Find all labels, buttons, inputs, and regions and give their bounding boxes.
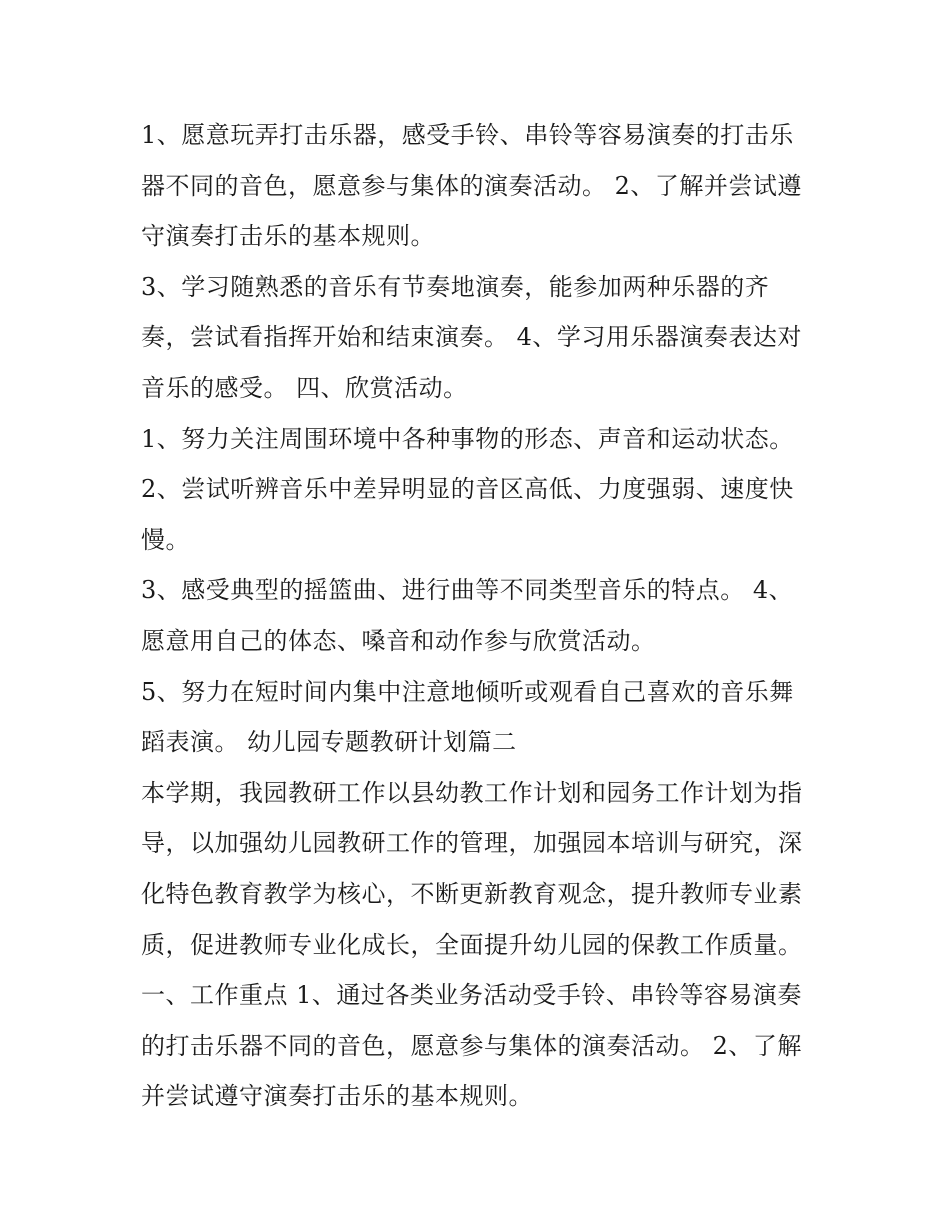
text-line: 奏，尝试看指挥开始和结束演奏。 4、学习用乐器演奏表达对: [141, 323, 802, 352]
text-line: 器不同的音色，愿意参与集体的演奏活动。 2、了解并尝试遵: [141, 171, 802, 200]
text-line: 质，促进教师专业化成长，全面提升幼儿园的保教工作质量。: [141, 930, 803, 959]
text-line: 的打击乐器不同的音色，愿意参与集体的演奏活动。 2、了解: [141, 1031, 802, 1060]
text-line: 音乐的感受。 四、欣赏活动。: [141, 373, 468, 402]
text-line: 并尝试遵守演奏打击乐的基本规则。: [141, 1082, 533, 1111]
text-line: 导，以加强幼儿园教研工作的管理，加强园本培训与研究，深: [141, 829, 803, 858]
text-line: 化特色教育教学为核心，不断更新教育观念，提升教师专业素: [141, 879, 803, 908]
text-line: 蹈表演。 幼儿园专题教研计划篇二: [141, 728, 517, 757]
text-line: 2、尝试听辨音乐中差异明显的音区高低、力度强弱、速度快: [141, 475, 794, 504]
text-line: 一、工作重点 1、通过各类业务活动受手铃、串铃等容易演奏: [141, 981, 802, 1010]
text-line: 5、努力在短时间内集中注意地倾听或观看自己喜欢的音乐舞: [141, 677, 794, 706]
text-line: 本学期，我园教研工作以县幼教工作计划和园务工作计划为指: [141, 778, 803, 807]
text-line: 慢。: [141, 525, 190, 554]
text-line: 1、努力关注周围环境中各种事物的形态、声音和运动状态。: [141, 424, 794, 453]
text-line: 1、愿意玩弄打击乐器，感受手铃、串铃等容易演奏的打击乐: [141, 121, 794, 149]
text-line: 3、学习随熟悉的音乐有节奏地演奏，能参加两种乐器的齐: [141, 272, 770, 301]
text-line: 愿意用自己的体态、嗓音和动作参与欣赏活动。: [141, 626, 656, 655]
text-line: 守演奏打击乐的基本规则。: [141, 222, 435, 251]
document-body: [141, 110, 831, 1122]
text-line: 3、感受典型的摇篮曲、进行曲等不同类型音乐的特点。 4、: [141, 576, 794, 605]
